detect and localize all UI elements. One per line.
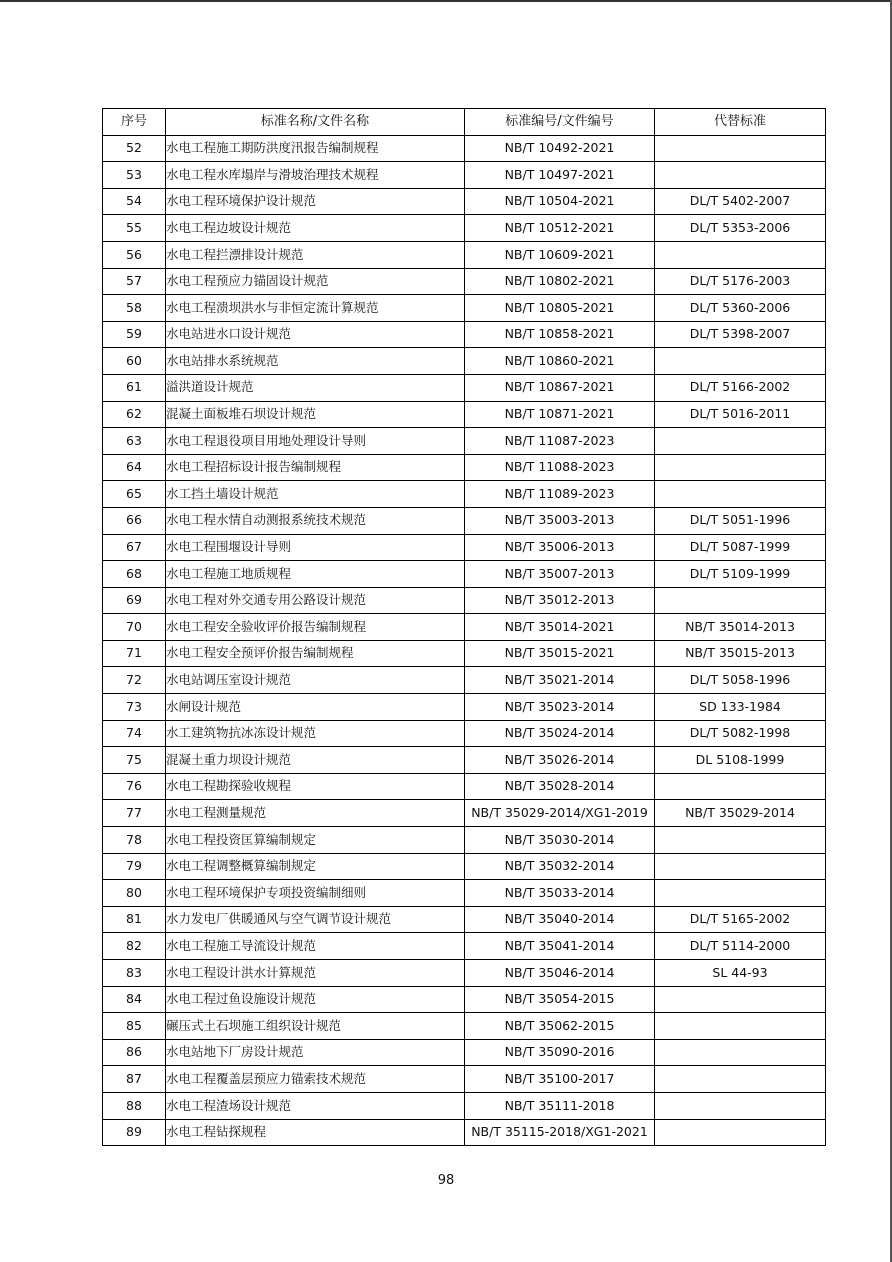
row-serial-number: 80 (103, 880, 166, 907)
row-standard-code: NB/T 35033-2014 (465, 880, 655, 907)
row-standard-name: 水电工程调整概算编制规定 (166, 853, 465, 880)
row-standard-name: 水电工程施工期防洪度汛报告编制规程 (166, 135, 465, 162)
table-row (103, 454, 826, 481)
row-serial-number: 59 (103, 321, 166, 348)
table-body (103, 135, 826, 1146)
row-standard-code: NB/T 35115-2018/XG1-2021 (465, 1119, 655, 1146)
row-standard-code: NB/T 11088-2023 (465, 454, 655, 481)
row-standard-name: 水电工程环境保护设计规范 (166, 188, 465, 215)
row-serial-number: 75 (103, 747, 166, 774)
row-standard-name: 混凝土面板堆石坝设计规范 (166, 401, 465, 428)
row-standard-code: NB/T 35029-2014/XG1-2019 (465, 800, 655, 827)
table-row (103, 1119, 826, 1146)
row-replaced-standard: DL/T 5114-2000 (655, 933, 826, 960)
row-replaced-standard: NB/T 35029-2014 (655, 800, 826, 827)
row-standard-code: NB/T 35030-2014 (465, 827, 655, 854)
row-replaced-standard: NB/T 35014-2013 (655, 614, 826, 641)
row-standard-code: NB/T 35054-2015 (465, 986, 655, 1013)
row-standard-code: NB/T 35028-2014 (465, 773, 655, 800)
row-standard-name: 水电工程拦漂排设计规范 (166, 241, 465, 268)
row-replaced-standard (655, 1066, 826, 1093)
table-row (103, 241, 826, 268)
row-standard-code: NB/T 35007-2013 (465, 561, 655, 588)
header-replaced-standard: 代替标准 (655, 109, 826, 136)
table-row (103, 321, 826, 348)
row-standard-name: 水电工程测量规范 (166, 800, 465, 827)
row-standard-code: NB/T 35040-2014 (465, 906, 655, 933)
row-standard-name: 水电工程溃坝洪水与非恒定流计算规范 (166, 295, 465, 322)
row-replaced-standard: SD 133-1984 (655, 694, 826, 721)
row-standard-code: NB/T 35100-2017 (465, 1066, 655, 1093)
table-row (103, 561, 826, 588)
row-serial-number: 53 (103, 162, 166, 189)
row-serial-number: 76 (103, 773, 166, 800)
header-standard-name: 标准名称/文件名称 (166, 109, 465, 136)
row-replaced-standard (655, 827, 826, 854)
row-replaced-standard (655, 1092, 826, 1119)
row-standard-code: NB/T 11087-2023 (465, 428, 655, 455)
row-serial-number: 79 (103, 853, 166, 880)
row-standard-name: 水电工程环境保护专项投资编制细则 (166, 880, 465, 907)
table-row (103, 906, 826, 933)
row-standard-code: NB/T 10805-2021 (465, 295, 655, 322)
row-standard-code: NB/T 35111-2018 (465, 1092, 655, 1119)
row-standard-name: 水电工程施工地质规程 (166, 561, 465, 588)
table-row (103, 614, 826, 641)
row-replaced-standard (655, 162, 826, 189)
row-standard-code: NB/T 10512-2021 (465, 215, 655, 242)
table-row (103, 880, 826, 907)
page-number: 98 (437, 1173, 455, 1188)
row-serial-number: 71 (103, 640, 166, 667)
row-serial-number: 85 (103, 1013, 166, 1040)
row-replaced-standard: DL/T 5176-2003 (655, 268, 826, 295)
row-standard-name: 水闸设计规范 (166, 694, 465, 721)
row-serial-number: 67 (103, 534, 166, 561)
table-row (103, 827, 826, 854)
row-serial-number: 57 (103, 268, 166, 295)
row-serial-number: 61 (103, 374, 166, 401)
row-standard-name: 水力发电厂供暖通风与空气调节设计规范 (166, 906, 465, 933)
table-row (103, 853, 826, 880)
table-row (103, 428, 826, 455)
row-standard-name: 溢洪道设计规范 (166, 374, 465, 401)
row-standard-code: NB/T 10871-2021 (465, 401, 655, 428)
row-serial-number: 55 (103, 215, 166, 242)
row-standard-code: NB/T 35015-2021 (465, 640, 655, 667)
table-row (103, 188, 826, 215)
row-serial-number: 65 (103, 481, 166, 508)
row-standard-name: 水电工程预应力锚固设计规范 (166, 268, 465, 295)
row-replaced-standard: DL/T 5087-1999 (655, 534, 826, 561)
table-row (103, 135, 826, 162)
table-row (103, 640, 826, 667)
row-standard-name: 水电工程边坡设计规范 (166, 215, 465, 242)
row-serial-number: 52 (103, 135, 166, 162)
row-standard-code: NB/T 35014-2021 (465, 614, 655, 641)
row-replaced-standard: NB/T 35015-2013 (655, 640, 826, 667)
row-standard-code: NB/T 11089-2023 (465, 481, 655, 508)
row-replaced-standard (655, 241, 826, 268)
row-serial-number: 84 (103, 986, 166, 1013)
row-standard-name: 水电工程覆盖层预应力锚索技术规范 (166, 1066, 465, 1093)
row-standard-code: NB/T 35021-2014 (465, 667, 655, 694)
row-replaced-standard (655, 587, 826, 614)
row-serial-number: 87 (103, 1066, 166, 1093)
row-standard-code: NB/T 10802-2021 (465, 268, 655, 295)
standards-table (102, 108, 826, 1146)
table-row (103, 773, 826, 800)
row-serial-number: 82 (103, 933, 166, 960)
table-row (103, 1013, 826, 1040)
row-standard-name: 水电工程投资匡算编制规定 (166, 827, 465, 854)
row-serial-number: 86 (103, 1039, 166, 1066)
row-serial-number: 77 (103, 800, 166, 827)
table-row (103, 1039, 826, 1066)
table-row (103, 348, 826, 375)
table-row (103, 507, 826, 534)
row-serial-number: 83 (103, 960, 166, 987)
row-standard-name: 碾压式土石坝施工组织设计规范 (166, 1013, 465, 1040)
row-replaced-standard (655, 1013, 826, 1040)
row-replaced-standard (655, 348, 826, 375)
row-serial-number: 78 (103, 827, 166, 854)
row-replaced-standard (655, 773, 826, 800)
row-standard-name: 水电站调压室设计规范 (166, 667, 465, 694)
row-standard-name: 水电工程施工导流设计规范 (166, 933, 465, 960)
row-standard-name: 水电工程过鱼设施设计规范 (166, 986, 465, 1013)
row-standard-code: NB/T 35090-2016 (465, 1039, 655, 1066)
row-standard-code: NB/T 35026-2014 (465, 747, 655, 774)
row-replaced-standard: DL/T 5016-2011 (655, 401, 826, 428)
table-row (103, 720, 826, 747)
row-standard-code: NB/T 35012-2013 (465, 587, 655, 614)
row-standard-code: NB/T 10858-2021 (465, 321, 655, 348)
row-replaced-standard: DL/T 5109-1999 (655, 561, 826, 588)
row-serial-number: 68 (103, 561, 166, 588)
row-standard-code: NB/T 35006-2013 (465, 534, 655, 561)
row-standard-code: NB/T 35062-2015 (465, 1013, 655, 1040)
row-serial-number: 73 (103, 694, 166, 721)
row-serial-number: 58 (103, 295, 166, 322)
row-replaced-standard: DL/T 5360-2006 (655, 295, 826, 322)
row-standard-name: 混凝土重力坝设计规范 (166, 747, 465, 774)
row-standard-code: NB/T 35024-2014 (465, 720, 655, 747)
row-replaced-standard (655, 880, 826, 907)
row-standard-code: NB/T 10867-2021 (465, 374, 655, 401)
row-standard-name: 水电工程安全预评价报告编制规程 (166, 640, 465, 667)
table-header-row (103, 109, 826, 136)
table-row (103, 986, 826, 1013)
row-replaced-standard (655, 135, 826, 162)
row-replaced-standard: DL/T 5402-2007 (655, 188, 826, 215)
row-standard-code: NB/T 35041-2014 (465, 933, 655, 960)
row-standard-code: NB/T 10497-2021 (465, 162, 655, 189)
row-replaced-standard: DL/T 5165-2002 (655, 906, 826, 933)
row-standard-code: NB/T 35003-2013 (465, 507, 655, 534)
row-serial-number: 62 (103, 401, 166, 428)
row-standard-code: NB/T 10860-2021 (465, 348, 655, 375)
row-standard-name: 水电站排水系统规范 (166, 348, 465, 375)
table-row (103, 933, 826, 960)
row-standard-name: 水电站进水口设计规范 (166, 321, 465, 348)
table-row (103, 960, 826, 987)
row-standard-name: 水电站地下厂房设计规范 (166, 1039, 465, 1066)
table-row (103, 587, 826, 614)
table-row (103, 694, 826, 721)
table-row (103, 1092, 826, 1119)
row-replaced-standard (655, 986, 826, 1013)
row-standard-name: 水电工程水库塌岸与滑坡治理技术规程 (166, 162, 465, 189)
row-standard-name: 水电工程安全验收评价报告编制规程 (166, 614, 465, 641)
table-row (103, 667, 826, 694)
row-standard-code: NB/T 35032-2014 (465, 853, 655, 880)
table-row (103, 534, 826, 561)
row-serial-number: 70 (103, 614, 166, 641)
table-row (103, 1066, 826, 1093)
row-standard-code: NB/T 10609-2021 (465, 241, 655, 268)
row-replaced-standard (655, 853, 826, 880)
row-serial-number: 69 (103, 587, 166, 614)
row-standard-code: NB/T 10504-2021 (465, 188, 655, 215)
row-serial-number: 89 (103, 1119, 166, 1146)
table-row (103, 481, 826, 508)
row-standard-name: 水电工程勘探验收规程 (166, 773, 465, 800)
row-serial-number: 63 (103, 428, 166, 455)
row-replaced-standard: DL 5108-1999 (655, 747, 826, 774)
row-standard-name: 水电工程钻探规程 (166, 1119, 465, 1146)
row-standard-code: NB/T 35046-2014 (465, 960, 655, 987)
row-standard-code: NB/T 10492-2021 (465, 135, 655, 162)
row-replaced-standard (655, 1119, 826, 1146)
row-replaced-standard (655, 1039, 826, 1066)
table-row (103, 374, 826, 401)
row-standard-name: 水电工程水情自动测报系统技术规范 (166, 507, 465, 534)
row-replaced-standard: DL/T 5082-1998 (655, 720, 826, 747)
row-standard-name: 水电工程围堰设计导则 (166, 534, 465, 561)
row-serial-number: 54 (103, 188, 166, 215)
row-replaced-standard: DL/T 5058-1996 (655, 667, 826, 694)
row-standard-code: NB/T 35023-2014 (465, 694, 655, 721)
table-row (103, 162, 826, 189)
row-serial-number: 81 (103, 906, 166, 933)
row-serial-number: 72 (103, 667, 166, 694)
table-row (103, 268, 826, 295)
page-top-border (0, 0, 892, 2)
row-standard-name: 水工挡土墙设计规范 (166, 481, 465, 508)
table-row (103, 800, 826, 827)
row-serial-number: 88 (103, 1092, 166, 1119)
row-serial-number: 56 (103, 241, 166, 268)
table-row (103, 295, 826, 322)
row-serial-number: 74 (103, 720, 166, 747)
row-standard-name: 水工建筑物抗冰冻设计规范 (166, 720, 465, 747)
row-standard-name: 水电工程招标设计报告编制规程 (166, 454, 465, 481)
row-standard-name: 水电工程设计洪水计算规范 (166, 960, 465, 987)
table-row (103, 747, 826, 774)
row-replaced-standard: DL/T 5353-2006 (655, 215, 826, 242)
row-replaced-standard: SL 44-93 (655, 960, 826, 987)
row-replaced-standard (655, 481, 826, 508)
row-replaced-standard: DL/T 5051-1996 (655, 507, 826, 534)
table-row (103, 215, 826, 242)
row-serial-number: 64 (103, 454, 166, 481)
row-replaced-standard: DL/T 5398-2007 (655, 321, 826, 348)
row-standard-name: 水电工程对外交通专用公路设计规范 (166, 587, 465, 614)
row-serial-number: 60 (103, 348, 166, 375)
row-standard-name: 水电工程渣场设计规范 (166, 1092, 465, 1119)
header-serial-number: 序号 (103, 109, 166, 136)
row-serial-number: 66 (103, 507, 166, 534)
row-standard-name: 水电工程退役项目用地处理设计导则 (166, 428, 465, 455)
table-row (103, 401, 826, 428)
row-replaced-standard (655, 428, 826, 455)
row-replaced-standard: DL/T 5166-2002 (655, 374, 826, 401)
row-replaced-standard (655, 454, 826, 481)
header-standard-code: 标准编号/文件编号 (465, 109, 655, 136)
